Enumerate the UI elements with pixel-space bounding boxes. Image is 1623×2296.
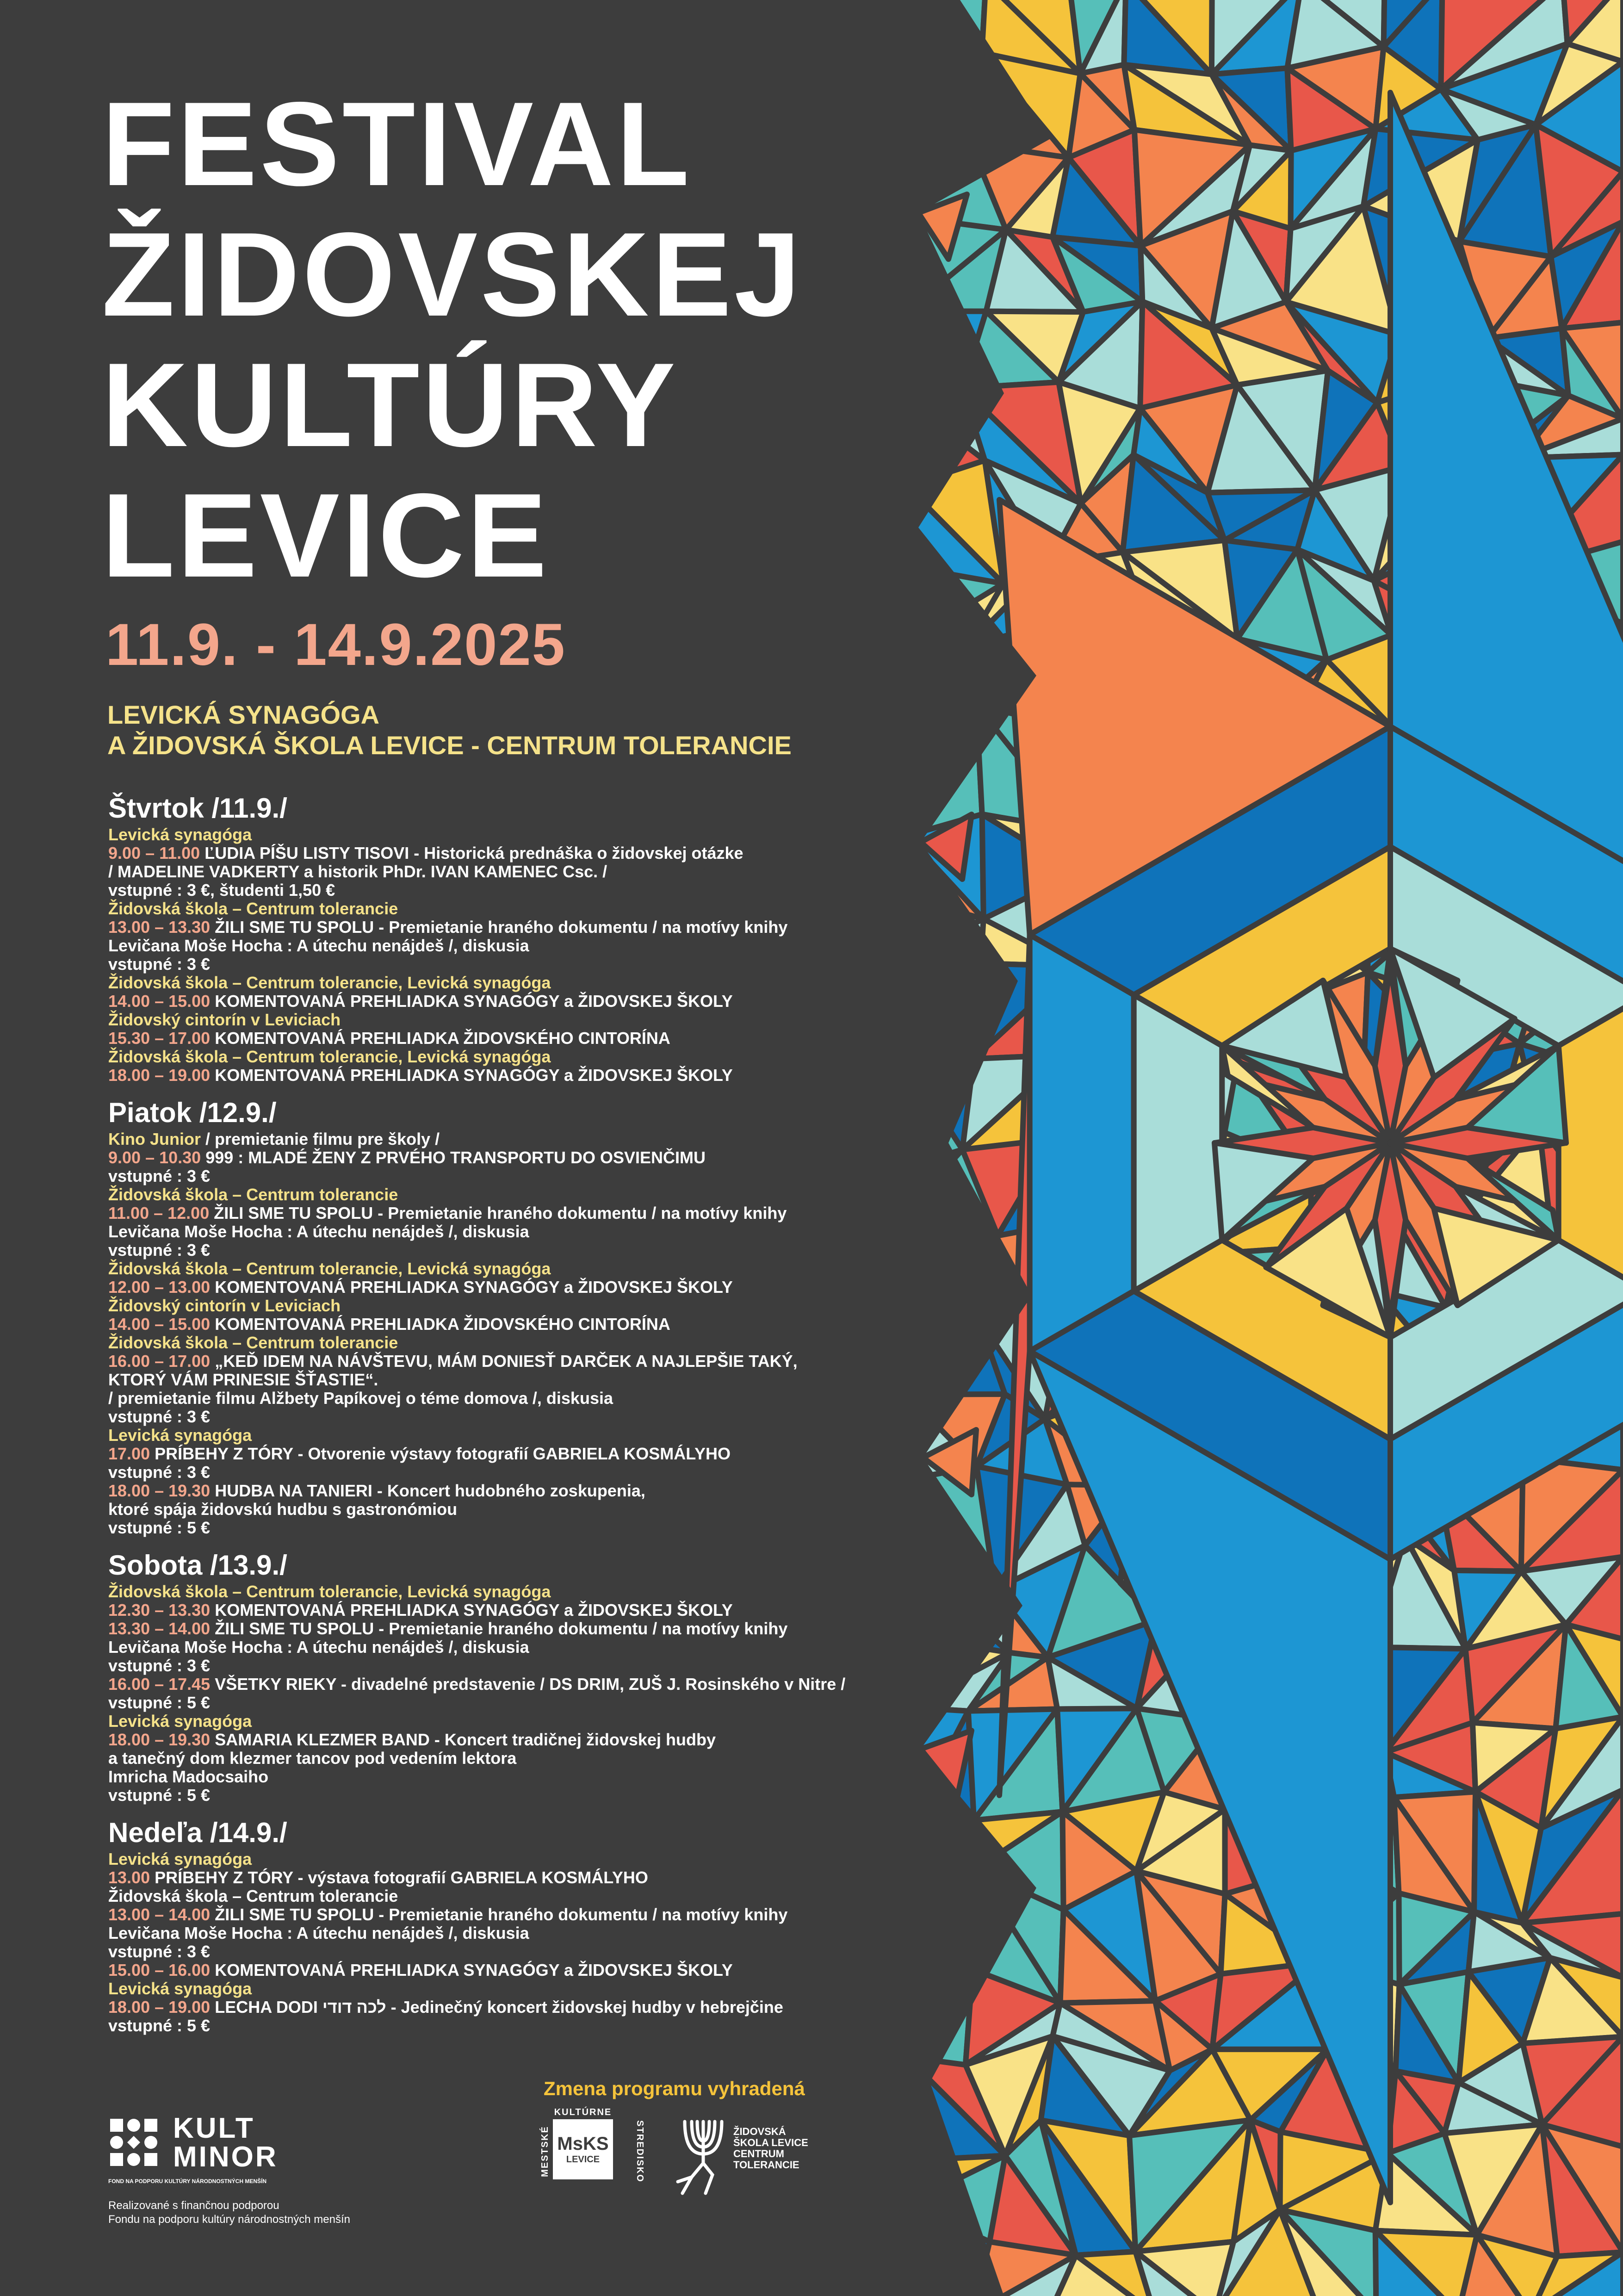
title-line: LEVICE xyxy=(102,468,550,602)
event-detail: vstupné : 5 € xyxy=(108,1518,211,1537)
funding-line: Fondu na podporu kultúry národnostných menšín xyxy=(108,2213,350,2226)
event-time: 16.00 – 17.00 xyxy=(108,1352,211,1371)
msks-name: MsKS xyxy=(557,2134,609,2154)
event-time: 12.30 – 13.30 xyxy=(108,1601,211,1620)
zsl-line: CENTRUM xyxy=(733,2148,784,2159)
event-time: 15.30 – 17.00 xyxy=(108,1029,211,1048)
venue-location: Židovská škola – Centrum tolerancie xyxy=(108,1333,398,1352)
event-time: 16.00 – 17.45 xyxy=(108,1675,211,1694)
event-time: 12.00 – 13.00 xyxy=(108,1278,211,1297)
event-detail: vstupné : 3 € xyxy=(108,1656,211,1675)
zsl-line: ŽIDOVSKÁ xyxy=(733,2126,786,2137)
venue-location: Levická synagóga xyxy=(108,1849,252,1868)
event-detail-text: / premietanie filmu pre školy / xyxy=(201,1129,440,1148)
event-detail xyxy=(108,1130,895,1148)
event-time: 13.00 – 14.00 xyxy=(108,1905,211,1924)
event-time: 18.00 – 19.00 xyxy=(108,1998,211,2017)
event-title: SAMARIA KLEZMER BAND - Koncert tradičnej židovskej hudby xyxy=(215,1730,716,1749)
event-time: 13.00 xyxy=(108,1868,150,1887)
day-title: Štvrtok /11.9./ xyxy=(108,793,287,824)
event-detail: Imricha Madocsaiho xyxy=(108,1767,269,1786)
event-title: KOMENTOVANÁ PREHLIADKA ŽIDOVSKÉHO CINTORÍNA xyxy=(215,1029,670,1048)
event-title: ŽILI SME TU SPOLU - Premietanie hraného dokumentu / na motívy knihy xyxy=(214,1204,787,1222)
event-time: 18.00 – 19.00 xyxy=(108,1066,211,1085)
event-title: KOMENTOVANÁ PREHLIADKA SYNAGÓGY a ŽIDOVSKEJ ŠKOLY xyxy=(215,1066,733,1085)
event-line xyxy=(108,1731,895,1749)
event-title: PRÍBEHY Z TÓRY - Otvorenie výstavy fotografií GABRIELA KOSMÁLYHO xyxy=(155,1444,731,1463)
day-title: Nedeľa /14.9./ xyxy=(108,1817,287,1848)
event-line xyxy=(108,1905,895,1924)
event-title: HUDBA NA TANIERI - Koncert hudobného zoskupenia, xyxy=(215,1481,645,1500)
event-detail: KTORÝ VÁM PRINESIE ŠŤASTIE“. xyxy=(108,1370,378,1389)
event-detail: Židovská škola – Centrum tolerancie xyxy=(108,1886,398,1905)
festival-title xyxy=(102,79,803,601)
kult-minor-grid-icon xyxy=(108,2117,159,2168)
event-detail: vstupné : 3 € xyxy=(108,1942,211,1961)
event-line xyxy=(108,1482,895,1500)
event-line xyxy=(108,1029,895,1048)
venue-location: Židovská škola – Centrum tolerancie, Levická synagóga xyxy=(108,1047,551,1066)
event-detail: vstupné : 3 € xyxy=(108,1463,211,1482)
event-title: „KEĎ IDEM NA NÁVŠTEVU, MÁM DONIESŤ DARČEK A NAJLEPŠIE TAKÝ, xyxy=(215,1352,798,1371)
event-detail: Levičana Moše Hocha : A útechu nenájdeš /, diskusia xyxy=(108,1924,529,1942)
day-block xyxy=(108,1097,895,1537)
kult-minor-wordmark xyxy=(173,2114,278,2172)
event-line xyxy=(108,1148,895,1167)
event-detail: vstupné : 3 € xyxy=(108,955,211,974)
event-detail: ktoré spája židovskú hudbu s gastronómiou xyxy=(108,1500,458,1519)
event-time: 9.00 – 10.30 xyxy=(108,1148,201,1167)
venue-location: Židovská škola – Centrum tolerancie xyxy=(108,899,398,918)
venue-location: Židovský cintorín v Leviciach xyxy=(108,1010,341,1029)
event-line xyxy=(108,1204,895,1222)
zidovska-skola-text xyxy=(733,2126,808,2171)
event-line xyxy=(108,918,895,937)
event-title: ŽILI SME TU SPOLU - Premietanie hraného dokumentu / na motívy knihy xyxy=(215,1619,788,1638)
event-title: KOMENTOVANÁ PREHLIADKA SYNAGÓGY a ŽIDOVSKEJ ŠKOLY xyxy=(215,1278,733,1297)
event-detail: a tanečný dom klezmer tancov pod vedením lektora xyxy=(108,1749,517,1768)
day-block xyxy=(108,1817,895,2035)
zsl-line: TOLERANCIE xyxy=(733,2159,799,2171)
festival-dates: 11.9. - 14.9.2025 xyxy=(105,612,566,678)
msks-top-text: KULTÚRNE xyxy=(554,2107,612,2117)
event-detail: vstupné : 3 € xyxy=(108,1407,211,1426)
event-detail: / premietanie filmu Alžbety Papíkovej o téme domova /, diskusia xyxy=(108,1389,613,1408)
title-line: FESTIVAL xyxy=(102,77,692,211)
event-line xyxy=(108,844,895,863)
event-detail: vstupné : 3 € xyxy=(108,1167,211,1185)
event-line xyxy=(108,1445,895,1463)
event-line xyxy=(108,1868,895,1887)
event-detail: / MADELINE VADKERTY a historik PhDr. IVAN KAMENEC Csc. / xyxy=(108,862,607,881)
funding-line: Realizované s finančnou podporou xyxy=(108,2199,279,2212)
day-title: Piatok /12.9./ xyxy=(108,1097,277,1128)
venue-location: Levická synagóga xyxy=(108,1979,252,1998)
event-detail: vstupné : 5 € xyxy=(108,1786,211,1805)
title-line: ŽIDOVSKEJ xyxy=(102,207,804,341)
event-line xyxy=(108,1998,895,2017)
event-line xyxy=(108,1315,895,1334)
venue-location: Židovská škola – Centrum tolerancie, Levická synagóga xyxy=(108,1259,551,1278)
event-title: KOMENTOVANÁ PREHLIADKA SYNAGÓGY a ŽIDOVSKEJ ŠKOLY xyxy=(215,992,733,1011)
event-title: KOMENTOVANÁ PREHLIADKA ŽIDOVSKÉHO CINTORÍNA xyxy=(215,1315,670,1334)
event-detail: Levičana Moše Hocha : A útechu nenájdeš /, diskusia xyxy=(108,1638,529,1657)
msks-right-text: STREDISKO xyxy=(634,2120,645,2183)
event-title: KOMENTOVANÁ PREHLIADKA SYNAGÓGY a ŽIDOVSKEJ ŠKOLY xyxy=(215,1961,733,1980)
title-line: KULTÚRY xyxy=(102,338,678,472)
event-detail: vstupné : 5 € xyxy=(108,2016,211,2035)
venue-line: A ŽIDOVSKÁ ŠKOLA LEVICE - CENTRUM TOLERANCIE xyxy=(107,731,792,760)
venue-location: Židovská škola – Centrum tolerancie, Levická synagóga xyxy=(108,1582,551,1601)
event-time: 9.00 – 11.00 xyxy=(108,844,200,863)
event-line xyxy=(108,1601,895,1620)
event-time: 13.30 – 14.00 xyxy=(108,1619,211,1638)
venue-location: Kino Junior xyxy=(108,1129,201,1148)
event-title: ĽUDIA PÍŠU LISTY TISOVI - Historická prednáška o židovskej otázke xyxy=(204,844,743,863)
program-change-note: Zmena programu vyhradená xyxy=(544,2078,805,2099)
event-detail: Levičana Moše Hocha : A útechu nenájdeš /, diskusia xyxy=(108,1222,529,1241)
event-detail: vstupné : 5 € xyxy=(108,1693,211,1712)
event-time: 17.00 xyxy=(108,1444,150,1463)
event-title: 999 : MLADÉ ŽENY Z PRVÉHO TRANSPORTU DO OSVIENČIMU xyxy=(205,1148,706,1167)
event-detail: Levičana Moše Hocha : A útechu nenájdeš /, diskusia xyxy=(108,936,529,955)
venue-heading xyxy=(107,700,792,761)
event-time: 18.00 – 19.30 xyxy=(108,1730,211,1749)
event-line xyxy=(108,1066,895,1085)
event-title: LECHA DODI לכה דודי - Jedinečný koncert židovskej hudby v hebrejčine xyxy=(215,1998,783,2017)
kult-word: KULT xyxy=(173,2112,255,2144)
event-time: 18.00 – 19.30 xyxy=(108,1481,211,1500)
program-schedule xyxy=(108,792,895,2047)
kult-minor-tagline: FOND NA PODPORU KULTÚRY NÁRODNOSTNÝCH MENŠÍN xyxy=(108,2178,267,2184)
event-line xyxy=(108,1675,895,1694)
event-title: VŠETKY RIEKY - divadelné predstavenie / DS DRIM, ZUŠ J. Rosinského v Nitre / xyxy=(215,1675,846,1694)
zidovska-skola-logo xyxy=(673,2112,808,2198)
event-time: 14.00 – 15.00 xyxy=(108,1315,211,1334)
venue-location: Židovská škola – Centrum tolerancie, Levická synagóga xyxy=(108,973,551,992)
event-title: PRÍBEHY Z TÓRY - výstava fotografií GABRIELA KOSMÁLYHO xyxy=(155,1868,648,1887)
msks-left-text: MESTSKÉ xyxy=(539,2126,550,2177)
event-time: 14.00 – 15.00 xyxy=(108,992,211,1011)
event-line xyxy=(108,1961,895,1980)
zsl-line: ŠKOLA LEVICE xyxy=(733,2137,808,2148)
event-line xyxy=(108,1352,895,1371)
event-line xyxy=(108,992,895,1011)
event-time: 15.00 – 16.00 xyxy=(108,1961,211,1980)
event-detail: vstupné : 3 € xyxy=(108,1241,211,1260)
day-block xyxy=(108,792,895,1085)
venue-location: Levická synagóga xyxy=(108,1712,252,1731)
event-time: 13.00 – 13.30 xyxy=(108,918,211,937)
msks-city: LEVICE xyxy=(566,2154,600,2165)
msks-levice-logo xyxy=(539,2107,645,2189)
menorah-deer-icon xyxy=(673,2112,733,2196)
venue-location: Levická synagóga xyxy=(108,1426,252,1445)
day-title: Sobota /13.9./ xyxy=(108,1550,287,1581)
event-line xyxy=(108,1620,895,1638)
minor-word: MINOR xyxy=(173,2141,278,2173)
event-title: KOMENTOVANÁ PREHLIADKA SYNAGÓGY a ŽIDOVSKEJ ŠKOLY xyxy=(215,1601,733,1620)
venue-location: Židovská škola – Centrum tolerancie xyxy=(108,1185,398,1204)
funding-note xyxy=(108,2199,350,2227)
event-line xyxy=(108,1278,895,1297)
msks-badge xyxy=(553,2119,613,2179)
day-block xyxy=(108,1549,895,1805)
glass-pane xyxy=(1030,935,1134,1351)
event-time: 11.00 – 12.00 xyxy=(108,1204,210,1222)
venue-line: LEVICKÁ SYNAGÓGA xyxy=(107,700,380,729)
event-title: ŽILI SME TU SPOLU - Premietanie hraného dokumentu / na motívy knihy xyxy=(215,918,788,937)
venue-location: Židovský cintorín v Leviciach xyxy=(108,1296,341,1315)
event-detail: vstupné : 3 €, študenti 1,50 € xyxy=(108,881,335,900)
venue-location: Levická synagóga xyxy=(108,825,252,844)
event-title: ŽILI SME TU SPOLU - Premietanie hraného dokumentu / na motívy knihy xyxy=(215,1905,788,1924)
